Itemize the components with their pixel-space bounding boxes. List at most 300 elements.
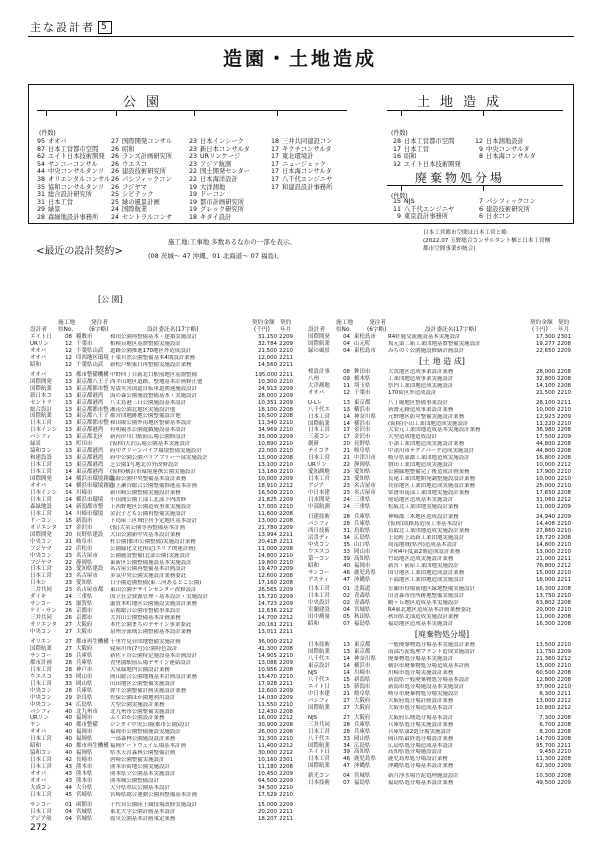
cell-site-code: 28 [65,666,72,673]
directory-column [269,138,332,191]
entry-company: 緑景 [48,206,61,214]
cell-designer: アスティ [308,576,329,583]
land-tick [401,110,402,116]
cell-designer: アジア [308,483,325,490]
cell-client: 名古屋市 [76,552,98,559]
cell-designer: 三菱コン [308,434,330,441]
cell-site-code: 13 [65,406,72,413]
cell-date: 2209 [279,334,293,340]
cell-site-code: 08 [65,334,72,340]
table-row [308,421,576,428]
table-row [30,348,298,355]
cell-title: 中津川市テクノパーク造成実施設計 [388,448,475,455]
entry-count: 7 [478,198,483,205]
table-row [308,504,576,511]
entry-company: 日本海コンサルタ [486,153,536,161]
entry-count: 62 [36,153,45,161]
cell-date: 2208 [557,773,571,780]
table-row [30,750,298,757]
cell-client: 長崎市 [76,757,93,764]
entry-count: 17 [270,145,279,153]
cell-client: 横浜市環境創造 [76,476,115,483]
table-row [308,441,576,448]
table-row [30,455,298,462]
table-row [30,646,298,653]
cell-client: 青森県 [354,600,371,607]
cell-designer: 中央コン [30,552,52,559]
cell-date: 2210 [279,673,293,680]
cell-date: 2211 [557,399,571,406]
cell-designer: オリエンタ [30,622,57,629]
cell-date: 2209 [279,566,293,573]
cell-date: 2210 [557,406,571,413]
cell-client: 東京都都市整 [76,406,109,413]
cell-designer: サンコー [30,801,52,808]
entry-company: 八千代エンジニヤ [282,175,333,183]
cell-site-code: 28 [65,652,72,659]
cell-amount: 10,000 [535,462,555,469]
cell-designer: 協和コン [30,448,52,455]
directory-entry [269,168,332,176]
cell-title: 磐田工業団地造成実施設計 [388,462,454,469]
cell-designer: 国際航業 [308,649,330,656]
cell-amount: 20,418 [257,538,277,545]
cell-amount: 44,800 [535,441,555,448]
cell-client: 三重県 [354,503,371,510]
table-row [30,379,298,386]
cell-client: 秋田県 [354,614,371,621]
cell-amount: 17,160 [257,580,277,587]
park-section-title: 公園 [123,95,170,110]
cell-title: 上島町上島新工業団地実施設計 [388,534,465,541]
cell-site-code: 13 [65,399,72,406]
cell-amount: 14,700 [257,615,277,622]
cell-site-code: 35 [343,541,350,548]
cell-amount: 10,800 [535,704,555,711]
cell-date: 2209 [279,496,293,503]
cell-title: 大分県県民公園基本設計 [110,785,170,791]
cell-client: 奈良県 [76,694,93,701]
cell-date: 2208 [279,729,293,736]
cell-designer: 国際航業 [308,742,330,749]
table-row [308,670,576,677]
cell-site-code: 21 [343,455,350,462]
table-row [30,615,298,622]
cell-amount: 16,000 [257,715,277,722]
cell-title: 小諸工業団地造成実施設計業務 [388,441,465,448]
table-row [308,390,576,397]
cell-designer: 都市計画 [30,659,52,666]
directory-entry [473,138,536,146]
cell-date: 2210 [557,420,571,427]
cell-amount: 11,180 [257,764,277,771]
cell-title: 旧青森市役所跡地整備実施設計 [388,593,465,600]
cell-date: 2210 [279,791,293,798]
park-tick [46,110,47,116]
table-row [30,629,298,636]
cell-date: 2210 [557,541,571,548]
land-tick [483,110,484,116]
cell-designer: 国際航業 [30,645,52,652]
cell-date: 2210 [279,503,293,510]
table-row [30,667,298,674]
cell-client: 福岡県 [76,750,93,757]
table-row [30,462,298,469]
cell-title: 相模台地区基盤整備実施設計 [110,340,181,347]
table-row [308,376,576,383]
cell-designer: 国際航業 [308,420,330,427]
entry-company: 総合設計研究所 [48,191,93,199]
cell-title: 国分地区工業団地造成設計業務 [388,569,465,576]
cell-title: 震災公園基本計画策定業務 [110,815,176,822]
cell-designer: 中央設計 [308,600,330,607]
cell-designer: 日建技術 [308,513,330,520]
table-row [30,560,298,567]
table-row [30,580,298,587]
entry-company: 日本工営 [48,198,74,206]
table-row [30,771,298,778]
cell-designer: 八千代エ [308,735,330,742]
cell-client: 都市整備機構 [76,371,109,378]
cell-date: 2210 [557,469,571,476]
directory-entry [109,138,172,146]
directory-entry [391,161,461,169]
waste-section-rule [387,185,563,186]
cell-amount: 24,913 [257,385,277,392]
cell-date: 2212 [279,615,293,622]
cell-amount: 11,340 [257,420,277,427]
cell-amount: 10,160 [257,757,277,764]
table-row [308,763,576,770]
cell-designer: 協和コン [30,750,52,757]
cell-client: 大阪府 [76,645,93,652]
cell-site-code: 04 [65,815,72,822]
cell-client: 京都市 [76,615,93,622]
cell-site-code: 26 [65,608,72,615]
cell-title: 新潟県一般廃棄物処分場基本設計 [388,676,470,683]
cell-title: 杜公園(都市公園整備)実施設計業務 [110,538,196,545]
cell-client: 岡山市 [76,673,93,680]
entry-company: 三井共同建設コン [282,138,333,145]
table-row [308,462,576,469]
cell-designer: 日本工営 [30,420,52,427]
cell-date: 2208 [279,764,293,771]
cell-date: 2208 [557,721,571,728]
cell-site-code: 40 [65,722,72,729]
cell-date: 2210 [557,683,571,690]
cell-client: 鹿児島県 [354,569,376,576]
cell-client: 愛知県建設 [76,566,104,573]
cell-site-code: 04 [343,607,350,614]
cell-site-code: 13 [343,406,350,413]
cell-title: 山田地区公園整備実施設計 [110,680,176,687]
cell-client: 金沢市 [76,524,93,531]
cell-client: 横浜市 [354,406,371,413]
cell-client: 兵庫県 [354,728,371,735]
cell-title: 海の森公園施設整備基本・実施設計 [110,392,198,399]
entry-count: 9 [478,145,483,153]
cell-title: 新潟市処分場施設基本実施設計 [388,683,465,690]
entry-count: 17 [270,175,279,183]
cell-title: 岐阜県東濃工業団地造成実施設計 [388,455,470,462]
cell-title: 尾島地区造成基本実施設計 [388,497,454,504]
cell-designer: 日本工営 [30,469,52,476]
cell-date: 2210 [279,652,293,659]
entry-count: 54 [36,160,45,168]
entry-company: 国際航業 [122,206,148,214]
cell-site-code: 27 [65,638,72,645]
directory-column [187,138,250,222]
cell-site-code: 15 [65,517,72,524]
directory-column [35,138,110,222]
cell-amount: 27,860 [535,527,555,534]
entry-company: 東京設計事務所 [404,213,449,221]
cell-amount: 14,800 [535,541,555,548]
cell-client: 大阪府 [354,714,371,721]
cell-title: 金沢子ども公園再整備実施設計 [110,510,187,517]
cell-title: 新河岸川口駅前広場公園修設計 [110,434,187,441]
cell-amount: 14,560 [257,361,277,368]
cell-site-code: 40 [343,562,350,569]
table-row [30,490,298,497]
cell-title: R4東北地区造成基本計画業務委託 [388,607,472,614]
cell-amount: 15,720 [257,594,277,601]
cell-title: 坂元第二新工業団地基盤整備実施設計 [388,340,481,347]
cell-site-code: 11 [343,382,350,389]
cell-client: 横浜市環境 [76,496,104,503]
cell-designer: パシフィ [308,520,330,527]
cell-date: 2209 [557,649,571,656]
cell-date: 2210 [279,448,293,455]
col-date-unit: 年月 [558,327,570,333]
cell-date: 2212 [279,750,293,757]
table-row [308,514,576,521]
cell-title: 八丈島港三日公園施設基本設計 [110,399,187,406]
cell-amount: 195,000 [255,371,278,378]
entry-company: 日本海コンサルタ [282,168,332,176]
table-row [308,663,576,670]
park-table-section: [公 園] [98,295,123,304]
cell-designer: テイコク [308,448,330,455]
cell-date: 2209 [279,801,293,808]
cell-amount: 13,000 [535,548,555,555]
cell-amount: 16,500 [257,489,277,496]
entry-count: 23 [188,160,197,168]
directory-entry [269,184,332,192]
cell-title: 日小園造園整備(東三河あるとこ公園) [110,580,202,587]
cell-site-code: 13 [343,649,350,656]
cell-amount: 32,784 [257,340,277,347]
directory-entry [269,138,332,146]
cell-date: 2209 [279,594,293,601]
cell-site-code: 14 [65,469,72,476]
directory-entry [391,198,454,206]
cell-client: 名古屋市 [354,483,376,490]
cell-amount: 18,207 [257,815,277,822]
cell-amount: 14,800 [257,552,277,559]
cell-client: 福岡市 [76,715,93,722]
directory-entry [35,206,110,214]
cell-site-code: 13 [65,427,72,434]
cell-client: 大分県 [76,785,93,791]
cell-date: 2210 [557,389,571,396]
cell-date: 2208 [279,510,293,517]
cell-client: 横浜市 [354,663,371,670]
cell-site-code: 43 [65,771,72,778]
cell-site-code: 27 [343,714,350,721]
cell-date: 2210 [279,462,293,469]
table-row [308,743,576,750]
designer-directory [28,84,574,224]
cell-site-code: 28 [343,721,350,728]
entry-company: 昭和 [404,153,417,161]
entry-company: フジヤマ [122,183,147,191]
cell-client: 沖縄県 [354,763,371,770]
cell-client: 東京都八王子 [76,413,109,420]
table-row [308,607,576,614]
cell-designer: 総合設計 [30,406,52,413]
cell-date: 2211 [279,680,293,687]
cell-amount: 22,000 [257,448,277,455]
cell-designer: 日本工営 [30,808,52,815]
cell-site-code: 14 [343,663,350,670]
cell-amount: 28,100 [535,399,555,406]
cell-title: 多気中央公園実施設計業務委託 [110,573,187,580]
cell-amount: 10,000 [535,406,555,413]
cell-client: 川崎市 [76,489,93,496]
cell-date: 2211 [279,622,293,629]
cell-client: 宮城県 [76,808,93,815]
table-row [30,546,298,553]
cell-site-code: 23 [343,469,350,476]
cell-date: 2210 [279,701,293,708]
table-row [30,476,298,483]
cell-client: 福岡市 [76,729,93,736]
cell-designer: 日本工営 [308,756,330,763]
cell-client: 熊本市 [76,764,93,771]
table-row [308,691,576,698]
cell-designer: URリン [308,462,327,469]
table-row [308,427,576,434]
cell-site-code: 13 [65,462,72,469]
cell-amount: 36,000 [257,638,277,645]
table-row [308,756,576,763]
entry-count: 23 [188,153,197,161]
cell-client: 山元町 [354,340,371,347]
cell-amount: 14,408 [535,520,555,527]
cell-client: 町田市 [76,441,93,448]
cell-site-code: 46 [343,756,350,763]
cell-client: 東京都 [354,399,371,406]
entry-company: ドーコン [200,191,226,199]
cell-amount: 12,800 [535,676,555,683]
cell-site-code: 14 [65,496,72,503]
cell-designer: パシフィ [30,434,52,441]
cell-amount: 10,450 [257,771,277,778]
cell-client: 都市再生機構 [76,638,109,645]
directory-entry [109,206,172,214]
cell-amount: 41,300 [257,645,277,652]
cell-client: 福岡県 [76,736,93,743]
cell-client: 東京都港湾 [76,462,104,469]
cell-designer: 日本工営 [30,510,52,517]
entry-count: 22 [188,168,197,176]
table-row [308,407,576,414]
entry-count: 26 [110,153,119,161]
directory-entry [187,206,250,214]
cell-amount: 12,636 [257,608,277,615]
cell-client: 広島県 [354,742,371,749]
cell-title: 長窪地区工業団地造成実施設計業務 [388,483,476,490]
cell-title: 大阪市処分場造成基本設計 [388,704,454,711]
cell-site-code: 12 [65,361,72,368]
cell-site-code: 12 [65,347,72,354]
cell-designer: 中央コン [30,629,52,636]
cell-title: 大型造成地造成設計 [388,434,437,441]
cell-amount: 17,928 [257,680,277,687]
entry-company: 建設技術研究所 [486,205,531,213]
entry-company: 中央コンサルタンツ [48,168,105,176]
cell-title: 令和4年度第2期造成設計業務 [388,548,461,555]
park-tick [277,110,278,116]
cell-title: 熊本城公園整備設計 [110,778,159,785]
entry-company: 協和コンサルタンツ [48,183,105,191]
cell-client: 東京都都市整 [76,420,109,427]
table-row [30,639,298,646]
cell-title: 下西野地区公園造成事業実施設計 [110,503,192,510]
cell-designer: 国際開発 [308,334,330,340]
cell-title: 大安元工業団地造成基本実施設計業務 [388,427,481,434]
entry-count: 24 [110,213,119,221]
entry-company: オオバ [48,138,67,145]
cell-client: 岡山県 [354,735,371,742]
table-row [308,677,576,684]
cell-date: 2210 [557,607,571,614]
table-row [308,722,576,729]
cell-amount: 13,011 [257,629,277,636]
cell-date: 2211 [557,690,571,697]
cell-site-code: 28 [343,513,350,520]
table-row [308,414,576,421]
running-header [30,19,112,35]
entry-count: 26 [110,183,119,191]
cell-date: 2210 [557,663,571,670]
cell-site-code: 33 [343,548,350,555]
cell-site-code: 17 [343,434,350,441]
cell-amount: 13,750 [535,593,555,600]
cell-designer: U-Lレ [308,399,323,406]
entry-count: 27 [110,138,119,145]
cell-designer: 日本工営 [308,455,330,462]
cell-title: 府中グリーンパイプ環境整備実施設計 [110,448,202,455]
cell-date: 2210 [279,469,293,476]
table-row [30,413,298,420]
entry-count: 9 [396,213,401,221]
directory-entry [269,153,332,161]
cell-client: 東京都港湾 [76,448,104,455]
cell-client: 名古屋市 [76,573,98,580]
cell-title: 新松戸駅東口再整備実施設計業務 [110,361,192,368]
entry-count: 11 [392,205,401,213]
cell-title: 和田堀公園外南地区整備基本設計 [110,420,192,427]
directory-entry [391,138,461,146]
cell-title: 神崎郡三木地区造成設計業務 [388,513,459,520]
cell-site-code: 23 [65,552,72,559]
cell-client: 広島県 [76,701,93,708]
table-row [30,809,298,816]
cell-client: 栃木県 [354,375,371,382]
cell-client: 新潟市 [76,517,93,524]
